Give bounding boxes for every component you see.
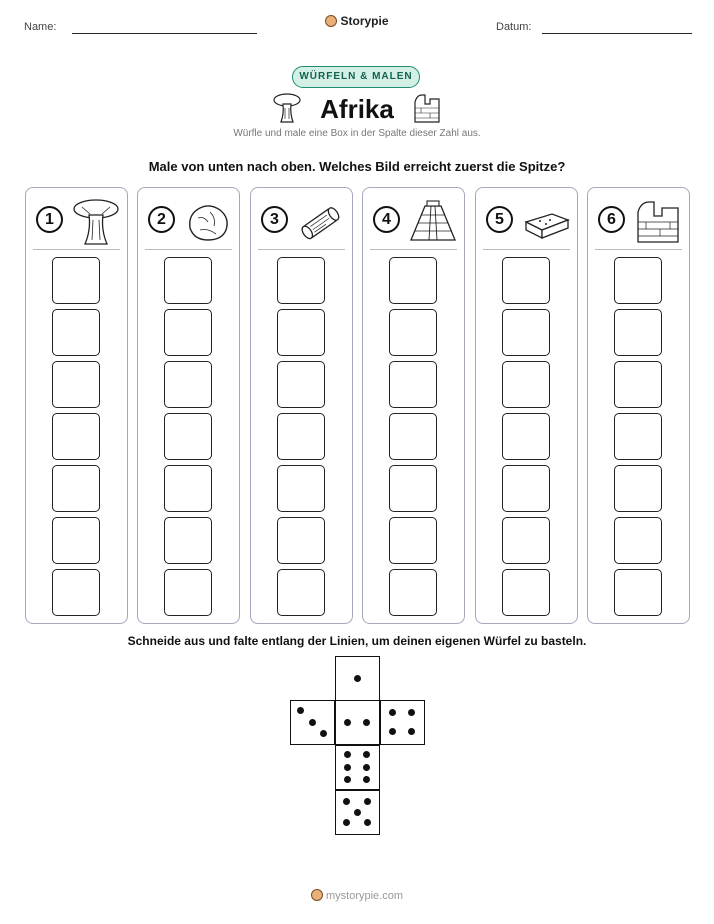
- color-box[interactable]: [52, 517, 100, 564]
- color-box[interactable]: [614, 309, 662, 356]
- color-box[interactable]: [277, 569, 325, 616]
- color-box[interactable]: [164, 569, 212, 616]
- color-box[interactable]: [164, 309, 212, 356]
- cut-instruction: Schneide aus und falte entlang der Linien, um deinen eigenen Würfel zu basteln.: [127, 634, 587, 648]
- column-number: 2: [148, 206, 175, 233]
- dice-face-3: [290, 700, 335, 745]
- color-box[interactable]: [52, 257, 100, 304]
- color-box[interactable]: [502, 309, 550, 356]
- pyramid-icon: [407, 198, 459, 246]
- date-line: [542, 33, 692, 34]
- dice-column-4: [362, 187, 465, 624]
- color-box[interactable]: [389, 517, 437, 564]
- color-box[interactable]: [614, 517, 662, 564]
- scroll-icon: [295, 198, 347, 246]
- column-divider: [483, 249, 570, 250]
- color-box[interactable]: [502, 569, 550, 616]
- color-box[interactable]: [164, 517, 212, 564]
- brand-logo: [0, 14, 714, 28]
- column-number: 6: [598, 206, 625, 233]
- dice-pip: [320, 730, 327, 737]
- name-label: Name:: [24, 21, 57, 33]
- color-box[interactable]: [277, 413, 325, 460]
- column-number: 1: [36, 206, 63, 233]
- baobab-tree-icon: [70, 198, 122, 246]
- date-label: Datum:: [496, 21, 532, 33]
- color-box[interactable]: [52, 569, 100, 616]
- color-box[interactable]: [277, 309, 325, 356]
- color-box[interactable]: [389, 465, 437, 512]
- color-box[interactable]: [164, 257, 212, 304]
- dice-pip: [354, 675, 361, 682]
- color-box[interactable]: [614, 413, 662, 460]
- color-box[interactable]: [277, 517, 325, 564]
- column-number: 5: [486, 206, 513, 233]
- color-box[interactable]: [277, 361, 325, 408]
- dice-pip: [363, 764, 370, 771]
- color-box[interactable]: [52, 465, 100, 512]
- color-box[interactable]: [502, 517, 550, 564]
- color-box[interactable]: [502, 465, 550, 512]
- column-divider: [370, 249, 457, 250]
- color-box[interactable]: [277, 257, 325, 304]
- dice-face-2: [335, 700, 380, 745]
- color-box[interactable]: [389, 257, 437, 304]
- color-box[interactable]: [164, 361, 212, 408]
- dice-pip: [389, 709, 396, 716]
- instruction: Male von unten nach oben. Welches Bild erreicht zuerst die Spitze?: [148, 159, 566, 174]
- dice-pip: [364, 819, 371, 826]
- dice-face-1: [335, 656, 380, 701]
- dice-pip: [408, 709, 415, 716]
- color-box[interactable]: [614, 257, 662, 304]
- color-box[interactable]: [389, 361, 437, 408]
- dice-pip: [343, 798, 350, 805]
- color-box[interactable]: [502, 257, 550, 304]
- column-divider: [258, 249, 345, 250]
- dice-pip: [344, 764, 351, 771]
- dice-pip: [363, 751, 370, 758]
- color-box[interactable]: [52, 309, 100, 356]
- dice-pip: [363, 719, 370, 726]
- dice-face-4: [380, 700, 425, 745]
- column-divider: [145, 249, 232, 250]
- dice-column-6: [587, 187, 690, 624]
- dice-pip: [364, 798, 371, 805]
- dice-pip: [297, 707, 304, 714]
- dice-pip: [344, 751, 351, 758]
- color-box[interactable]: [614, 569, 662, 616]
- color-box[interactable]: [502, 413, 550, 460]
- dice-column-1: [25, 187, 128, 624]
- dice-pip: [344, 776, 351, 783]
- column-divider: [33, 249, 120, 250]
- dice-column-3: [250, 187, 353, 624]
- color-box[interactable]: [52, 413, 100, 460]
- dice-pip: [408, 728, 415, 735]
- ruins-wall-icon: [412, 92, 442, 124]
- dice-pip: [343, 819, 350, 826]
- name-line: [72, 33, 257, 34]
- color-box[interactable]: [614, 465, 662, 512]
- column-number: 4: [373, 206, 400, 233]
- color-box[interactable]: [389, 309, 437, 356]
- dice-column-5: [475, 187, 578, 624]
- dice-pip: [344, 719, 351, 726]
- dice-face-5: [335, 790, 380, 835]
- dice-column-2: [137, 187, 240, 624]
- color-box[interactable]: [502, 361, 550, 408]
- color-box[interactable]: [52, 361, 100, 408]
- brick-icon: [520, 198, 572, 246]
- bear-logo-icon: [311, 889, 323, 901]
- activity-badge: WÜRFELN & MALEN: [292, 66, 420, 88]
- color-box[interactable]: [389, 413, 437, 460]
- color-box[interactable]: [164, 413, 212, 460]
- subtitle: Würfle und male eine Box in der Spalte dieser Zahl aus.: [233, 128, 481, 139]
- footer-url: mystorypie.com: [325, 890, 404, 902]
- column-divider: [595, 249, 682, 250]
- dice-pip: [389, 728, 396, 735]
- dice-face-6: [335, 745, 380, 790]
- column-number: 3: [261, 206, 288, 233]
- dice-pip: [309, 719, 316, 726]
- color-box[interactable]: [277, 465, 325, 512]
- rock-icon: [182, 198, 234, 246]
- color-box[interactable]: [614, 361, 662, 408]
- color-box[interactable]: [164, 465, 212, 512]
- brand-name: Storypie: [340, 14, 389, 28]
- dice-pip: [354, 809, 361, 816]
- footer: [0, 889, 714, 902]
- dice-pip: [363, 776, 370, 783]
- color-box[interactable]: [389, 569, 437, 616]
- ruins-wall-icon: [632, 198, 684, 246]
- bear-logo-icon: [325, 15, 337, 27]
- page-title: Afrika: [320, 94, 394, 124]
